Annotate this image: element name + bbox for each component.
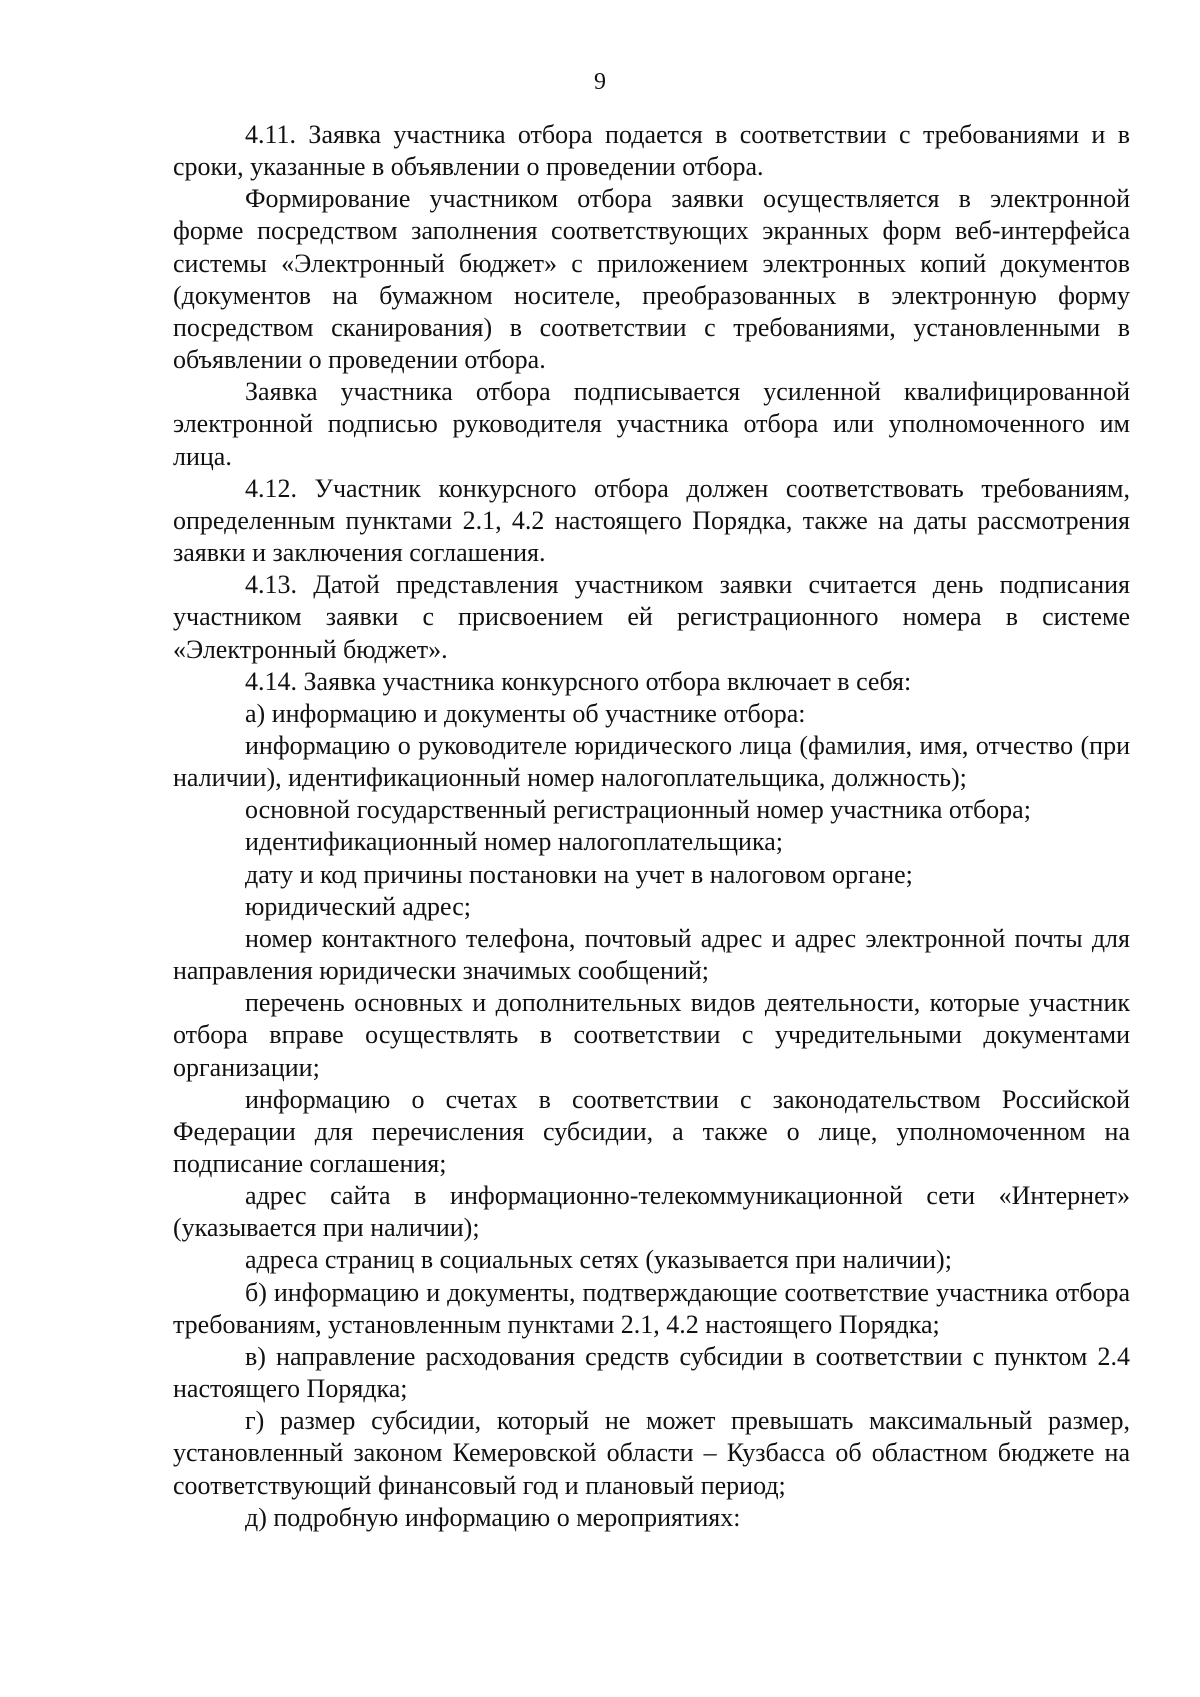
list-item-kpp: дату и код причины постановки на учет в налоговом органе; [245,859,913,889]
paragraph-application-form: Формирование участником отбора заявки осуществляется в электронной форме посредством заполнения соответствующих экранных форм веб-интерфейса системы «Электронный бюджет» с приложением электронных копий документов (документов на бумажном носителе, преобразованных в электронную форму посредством сканирования) в соответствии с требованиями, установленными в объявлении о проведении отбора. [173,184,1130,375]
paragraph-4-12: 4.12. Участник конкурсного отбора должен соответствовать требованиям, определенным пунктами 2.1, 4.2 настоящего Порядка, также на даты рассмотрения заявки и заключения соглашения. [173,473,1130,568]
list-item-contacts: номер контактного телефона, почтовый адрес и адрес электронной почты для направления юридически значимых сообщений; [173,923,1130,986]
list-item-v: в) направление расходования средств субсидии в соответствии с пунктом 2.4 настоящего Порядка; [173,1341,1130,1404]
list-item-g: г) размер субсидии, который не может превышать максимальный размер, установленный законом Кемеровской области – Кузбасса об областном бюджете на соответствующий финансовый год и плановый период; [173,1406,1130,1500]
list-item-d: д) подробную информацию о мероприятиях: [245,1502,741,1532]
list-item-ogrn: основной государственный регистрационный номер участника отбора; [245,795,1031,825]
list-item-social: адреса страниц в социальных сетях (указывается при наличии); [245,1245,952,1275]
paragraph-4-11: 4.11. Заявка участника отбора подается в соответствии с требованиями и в сроки, указанные в объявлении о проведении отбора. [173,120,1130,182]
list-item-accounts: информацию о счетах в соответствии с законодательством Российской Федерации для перечисления субсидии, а также о лице, уполномоченном на подписание соглашения; [173,1084,1130,1178]
paragraph-4-13: 4.13. Датой представления участником заявки считается день подписания участником заявки с присвоением ей регистрационного номера в системе «Электронный бюджет». [173,570,1130,664]
list-item-activities: перечень основных и дополнительных видов деятельности, которые участник отбора вправе осуществлять в соответствии с учредительными документами организации; [173,988,1130,1082]
list-item-inn: идентификационный номер налогоплательщика; [245,827,783,857]
page-number: 9 [594,69,606,95]
list-item-b: б) информацию и документы, подтверждающие соответствие участника отбора требованиям, установленным пунктами 2.1, 4.2 настоящего Порядка; [173,1277,1130,1339]
list-item-a: а) информацию и документы об участнике отбора: [245,698,806,728]
paragraph-4-14: 4.14. Заявка участника конкурсного отбора включает в себя: [245,666,912,696]
list-item-website: адрес сайта в информационно-телекоммуникационной сети «Интернет» (указывается при наличии); [173,1181,1130,1243]
document-body [173,119,1130,1534]
list-item-legal-address: юридический адрес; [245,891,471,921]
paragraph-signature: Заявка участника отбора подписывается усиленной квалифицированной электронной подписью руководителя участника отбора или уполномоченного им лица. [173,377,1130,471]
list-item-head-info: информацию о руководителе юридического лица (фамилия, имя, отчество (при наличии), идентификационный номер налогоплательщика, должность); [173,730,1130,793]
